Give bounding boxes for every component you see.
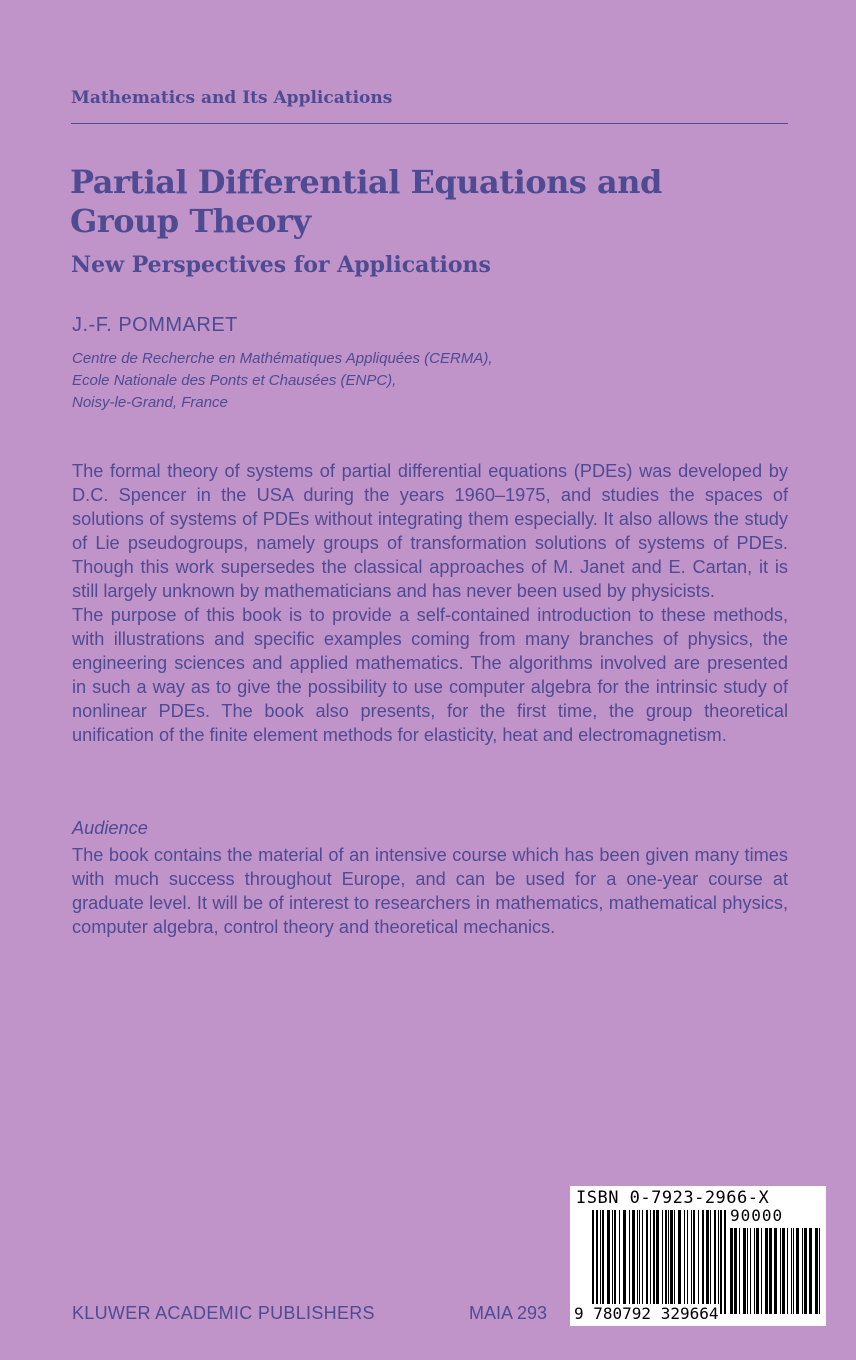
barcode-bar [639,1210,640,1306]
isbn-number: ISBN 0-7923-2966-X [576,1188,770,1208]
barcode-bar [592,1210,594,1314]
barcode-bar [619,1210,620,1306]
barcode-bar [793,1228,794,1314]
audience-heading: Audience [72,818,148,838]
barcode-bar [743,1228,746,1314]
barcode-bar [596,1210,598,1314]
barcode-bar [754,1228,755,1314]
isbn-barcode [570,1186,826,1326]
barcode-bar [600,1210,601,1306]
barcode-bar [656,1210,659,1306]
barcode-bar [614,1210,616,1306]
barcode-bar [720,1210,722,1314]
barcode-bar [815,1228,818,1314]
author-affiliation [72,348,492,414]
affiliation-line: Centre de Recherche en Mathématiques Appliquées (CERMA), [72,350,493,367]
barcode-bar [802,1228,803,1314]
barcode-bar [780,1228,781,1314]
series-name: Mathematics and Its Applications [71,88,393,108]
barcode-bar [623,1210,626,1306]
barcode-bar [706,1210,709,1306]
affiliation-line: Noisy-le-Grand, France [72,394,228,411]
barcode-bar [819,1228,820,1314]
barcode-bar [670,1210,673,1306]
barcode-bar [650,1210,651,1306]
barcode-bar [653,1210,655,1306]
barcode-bar [698,1210,699,1306]
barcode-bar [612,1210,613,1306]
series-code: MAIA 293 [469,1303,548,1323]
barcode-bar [687,1210,688,1306]
barcode-bar [756,1228,759,1314]
barcode-bar [678,1210,681,1306]
barcode-bar [691,1210,692,1306]
barcode-bar [684,1210,685,1306]
barcode-bar [774,1228,777,1314]
author-name: J.-F. POMMARET [72,314,238,336]
barcode-bar [665,1210,667,1306]
barcode-bar [607,1210,610,1306]
barcode-bar [787,1228,788,1314]
barcode-bar [646,1210,648,1306]
barcode-bar [662,1210,663,1306]
barcode-bar [791,1228,792,1314]
barcode-bar [761,1228,762,1314]
book-subtitle: New Perspectives for Applications [71,252,491,278]
audience-text: The book contains the material of an intensive course which has been given many times with much success throughout Europe, and can be used for a one-year course at graduate level. It will be of interest to researchers in mathematics, mathematical physics, computer algebra, control theory and theoretical mechanics. [72,845,788,937]
description-paragraph: The formal theory of systems of partial differential equations (PDEs) was developed by D.C. Spencer in the USA during the years 1960–1975, and studies the spaces of solutions of systems of PDEs without integrating them especially. It also allows the study of Lie pseudogroups, namely groups of transformation solutions of systems of PDEs. Though this work supersedes the classical approaches of M. Janet and E. Cartan, it is still largely unknown by mathematicians and has never been used by physicists. [72,461,788,601]
affiliation-line: Ecole Nationale des Ponts et Chausées (ENPC), [72,372,397,389]
publisher-name: KLUWER ACADEMIC PUBLISHERS [72,1303,375,1323]
barcode-bar [796,1228,799,1314]
barcode-bar [714,1210,716,1306]
barcode-bar [769,1228,772,1314]
barcode-bar [632,1210,635,1306]
barcode-bar [734,1228,737,1314]
header-rule [71,123,788,124]
barcode-bar [765,1228,768,1314]
barcode-bar [674,1210,675,1306]
barcode-bar [718,1210,719,1306]
barcode-bar [629,1210,630,1306]
barcode-bar [668,1210,669,1306]
barcode-bar [750,1228,751,1314]
barcode-ean-number: 9 780792 329664 [574,1304,719,1323]
barcode-bar [747,1228,748,1314]
book-title: Partial Differential Equations and Group Theory [70,163,662,240]
barcode-bar [642,1210,643,1306]
description-paragraph: The purpose of this book is to provide a self-contained introduction to these methods, with illustrations and specific examples coming from many branches of physics, the engineering sciences and applied mathematics. The algorithms involved are presented in such a way as to give the possibility to use computer algebra for the intrinsic study of nonlinear PDEs. The book also presents, for the first time, the group theoretical unification of the finite element methods for elasticity, heat and electromagnetism. [72,605,788,745]
description [72,459,788,747]
barcode-bar [782,1228,785,1314]
barcode-bar [809,1228,812,1314]
barcode-bar [693,1210,695,1306]
barcode-bar [710,1210,711,1306]
barcode-addon-number: 90000 [730,1206,784,1225]
barcode-bar [739,1228,740,1314]
barcode-bar [702,1210,704,1306]
barcode-bar [804,1228,807,1314]
barcode-bar [724,1210,726,1314]
barcode-bar [730,1228,733,1314]
audience-section [72,843,788,939]
barcode-bar [602,1210,604,1306]
barcode-bar [637,1210,638,1306]
